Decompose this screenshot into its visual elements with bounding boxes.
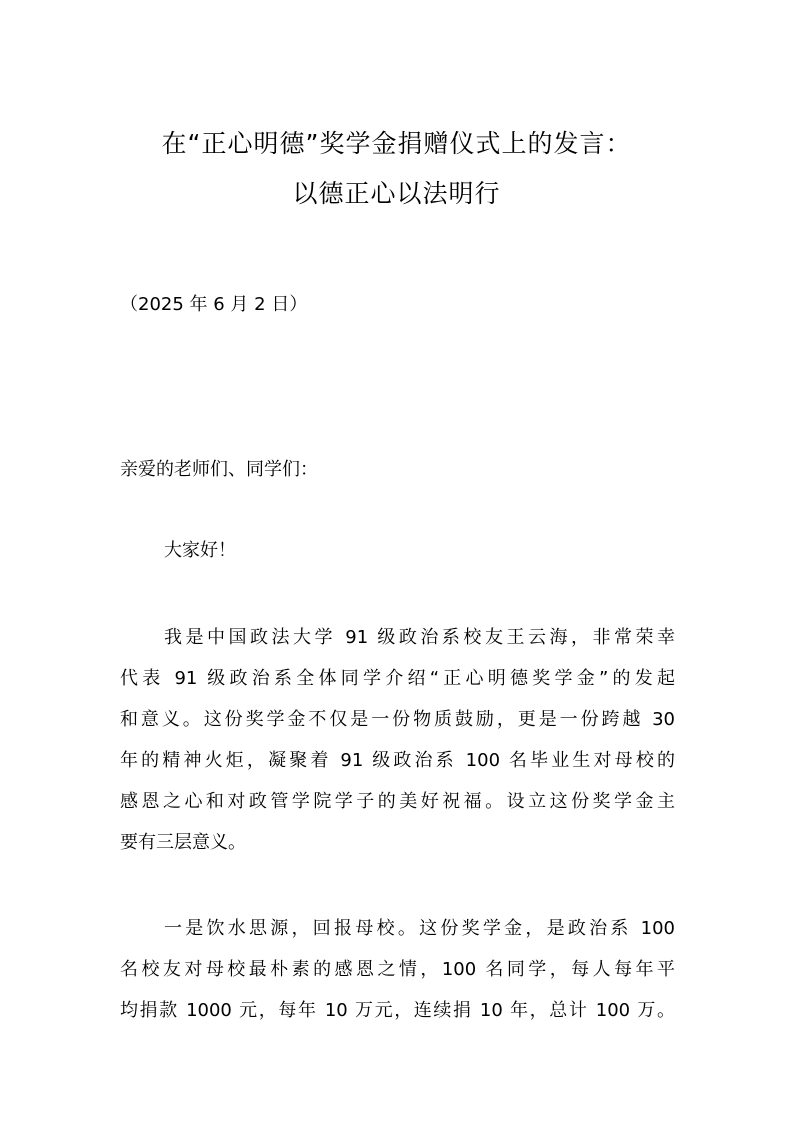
- paragraph-1: [120, 617, 675, 863]
- paragraph-line: 感恩之心和对政管学院学子的美好祝福。设立这份奖学金主: [120, 791, 675, 812]
- paragraph-line: 年的精神火炬，凝聚着 91 级政治系 100 名毕业生对母校的: [120, 750, 675, 771]
- document-date: （2025 年 6 月 2 日）: [120, 294, 308, 315]
- paragraph-line: 我是中国政法大学 91 级政治系校友王云海，非常荣幸: [164, 627, 675, 648]
- paragraph-line: 和意义。这份奖学金不仅是一份物质鼓励，更是一份跨越 30: [120, 709, 675, 730]
- document-title-line-2: 以德正心以法明行: [292, 179, 501, 208]
- paragraph-line: 均捐款 1000 元，每年 10 万元，连续捐 10 年，总计 100 万。: [120, 1000, 675, 1021]
- paragraph-line: 要有三层意义。: [120, 832, 246, 853]
- paragraph-2: [120, 908, 675, 1031]
- salutation: 亲爱的老师们、同学们：: [120, 459, 318, 480]
- paragraph-line: 代表 91 级政治系全体同学介绍“正心明德奖学金”的发起: [120, 668, 675, 689]
- document-title-line-1: 在“正心明德”奖学金捐赠仪式上的发言：: [161, 129, 632, 158]
- paragraph-line: 一是饮水思源，回报母校。这份奖学金，是政治系 100: [164, 918, 675, 939]
- paragraph-line: 名校友对母校最朴素的感恩之情，100 名同学，每人每年平: [120, 959, 675, 980]
- greeting: 大家好！: [164, 540, 236, 561]
